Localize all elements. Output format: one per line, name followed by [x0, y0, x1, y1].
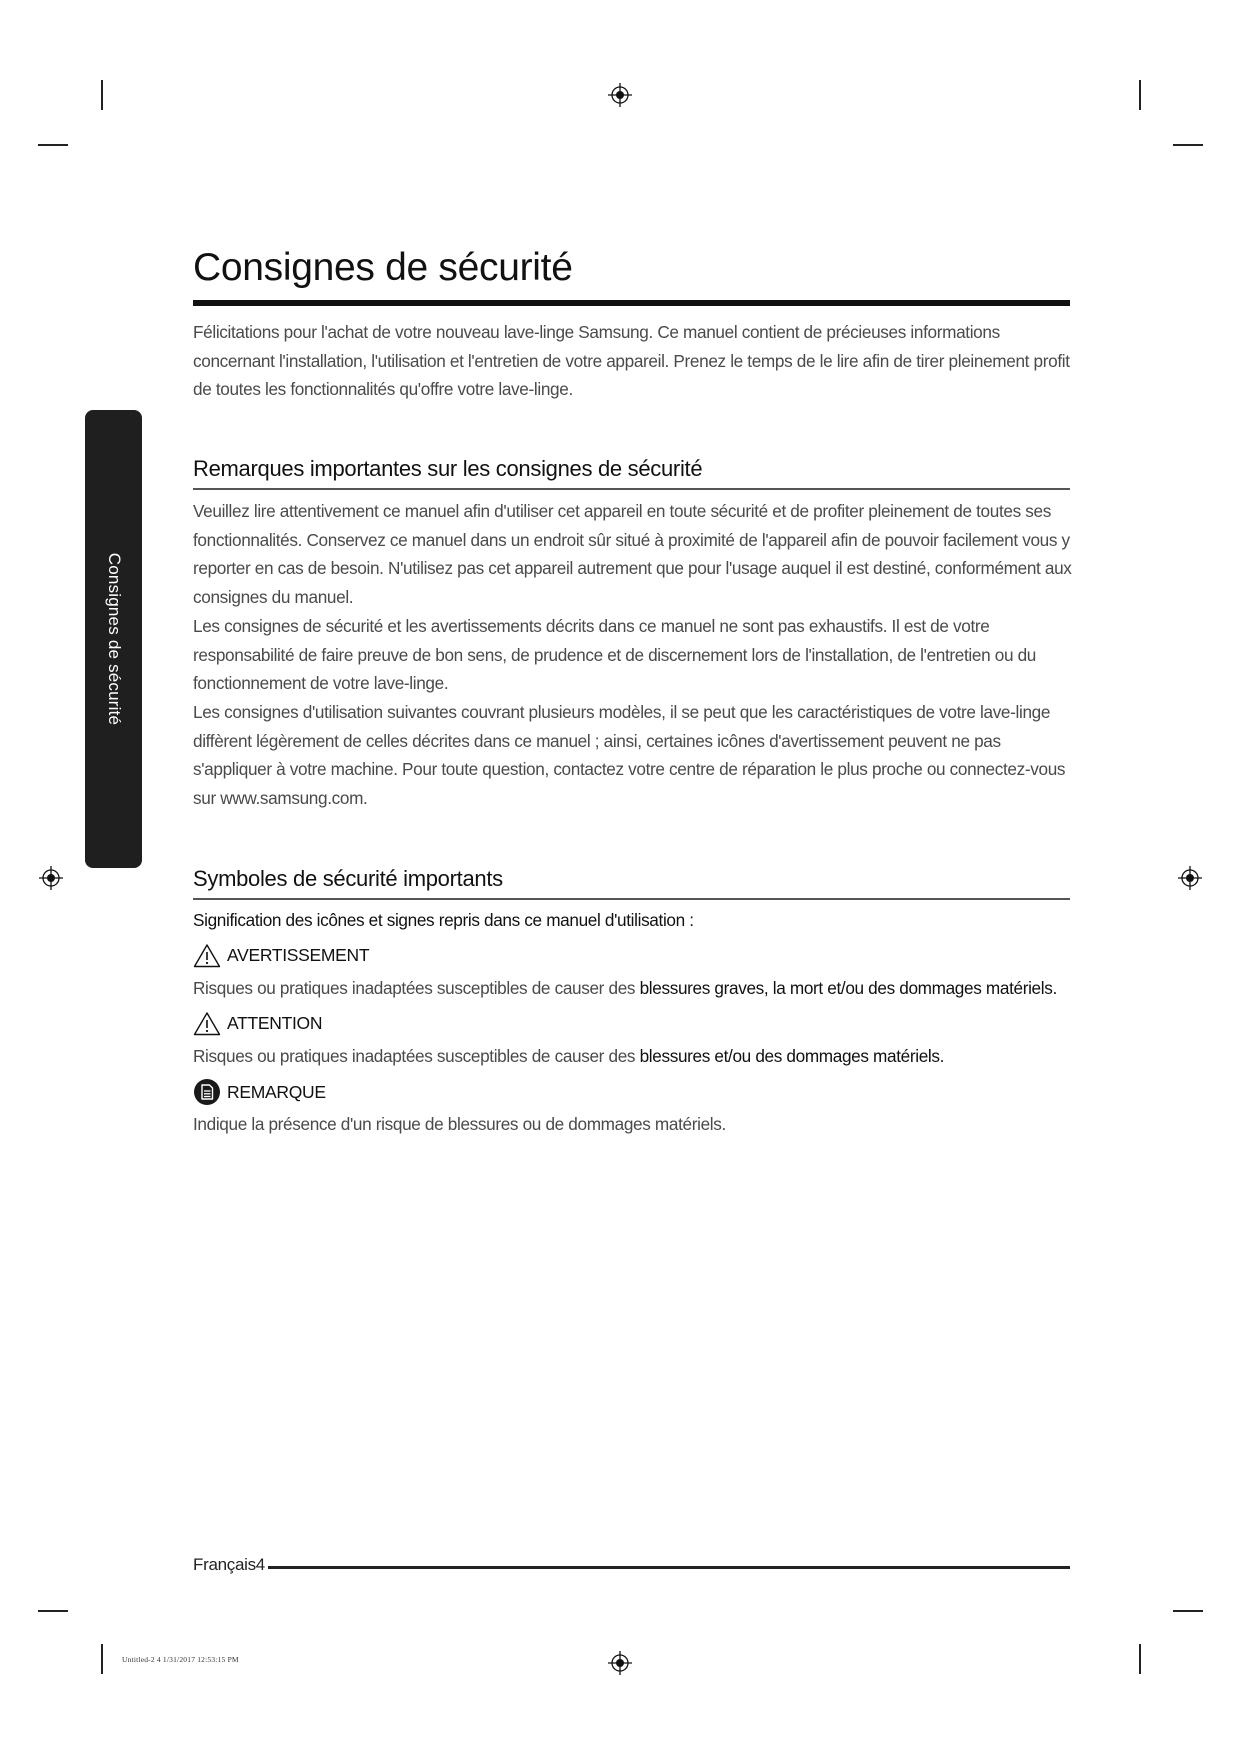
caution-label: ATTENTION [227, 1013, 323, 1033]
section-title-remarks: Remarques importantes sur les consignes de sécurité [193, 456, 703, 481]
crop-mark [1173, 144, 1203, 146]
crop-mark [1139, 80, 1141, 110]
side-chapter-tab [85, 410, 142, 868]
side-chapter-tab-label: Consignes de sécurité [104, 552, 124, 726]
section-rule [193, 488, 1070, 490]
crop-mark [38, 144, 68, 146]
warning-description-text: Risques ou pratiques inadaptées susceptibles de causer des [193, 978, 640, 998]
page-title: Consignes de sécurité [193, 246, 573, 289]
warning-label: AVERTISSEMENT [227, 945, 370, 965]
registration-mark-icon [39, 866, 63, 890]
warning-description-emphasis: blessures graves, la mort et/ou des dommages matériels. [639, 978, 1057, 998]
symbols-subtitle: Signification des icônes et signes repris dans ce manuel d'utilisation : [193, 910, 694, 930]
caution-description-emphasis: blessures et/ou des dommages matériels. [639, 1046, 945, 1066]
note-label: REMARQUE [227, 1081, 326, 1102]
registration-mark-icon [608, 83, 632, 107]
crop-mark [1173, 1610, 1203, 1612]
intro-paragraph: Félicitations pour l'achat de votre nouveau lave-linge Samsung. Ce manuel contient de précieuses informations concernant l'installation, l'utilisation et l'entretien de votre appareil. Prenez le temps de le lire afin de tirer pleinement profit de toutes les fonctionnalités qu'offre votre lave-linge. [193, 322, 1070, 400]
section-title-symbols: Symboles de sécurité importants [193, 866, 503, 891]
section1-paragraph: Les consignes d'utilisation suivantes couvrant plusieurs modèles, il se peut que les caractéristiques de votre lave-linge diffèrent légèrement de celles décrites dans ce manuel ; ainsi, certaines icônes d'avertissement peuvent ne pas s'appliquer à votre machine. Pour toute question, contactez votre centre de réparation le plus proche ou connectez-vous sur www.samsung.com. [193, 702, 1066, 808]
caution-description [193, 1046, 1093, 1067]
section-rule [193, 898, 1070, 900]
crop-mark [38, 1610, 68, 1612]
crop-mark [1139, 1644, 1141, 1674]
crop-mark [101, 1644, 103, 1674]
note-symbol-row [193, 1078, 326, 1106]
section1-paragraph: Les consignes de sécurité et les avertissements décrits dans ce manuel ne sont pas exhaustifs. Il est de votre responsabilité de faire preuve de bon sens, de prudence et de discernement lors de l'installation, de l'entretien ou du fonctionnement de votre lave-linge. [193, 616, 1036, 694]
section1-paragraph: Veuillez lire attentivement ce manuel afin d'utiliser cet appareil en toute sécurité et de profiter pleinement de toutes ses fonctionnalités. Conservez ce manuel dans un endroit sûr situé à proximité de l'appareil afin de pouvoir facilement vous y reporter en cas de besoin. N'utilisez pas cet appareil autrement que pour l'usage auquel il est destiné, conformément aux consignes du manuel. [193, 501, 1072, 607]
warning-triangle-icon [193, 1011, 221, 1036]
registration-mark-icon [608, 1651, 632, 1675]
page-number-label: Français4 [193, 1555, 265, 1574]
warning-description [193, 978, 1093, 999]
warning-symbol-row [193, 943, 369, 968]
note-description: Indique la présence d'un risque de blessures ou de dommages matériels. [193, 1114, 726, 1134]
note-document-icon [193, 1078, 221, 1106]
registration-mark-icon [1178, 866, 1202, 890]
warning-triangle-icon [193, 943, 221, 968]
caution-symbol-row [193, 1011, 322, 1036]
caution-description-text: Risques ou pratiques inadaptées susceptibles de causer des [193, 1046, 640, 1066]
print-slug: Untitled-2 4 1/31/2017 12:53:15 PM [122, 1655, 239, 1664]
title-rule [193, 300, 1070, 306]
footer-rule [268, 1566, 1070, 1569]
crop-mark [101, 80, 103, 110]
